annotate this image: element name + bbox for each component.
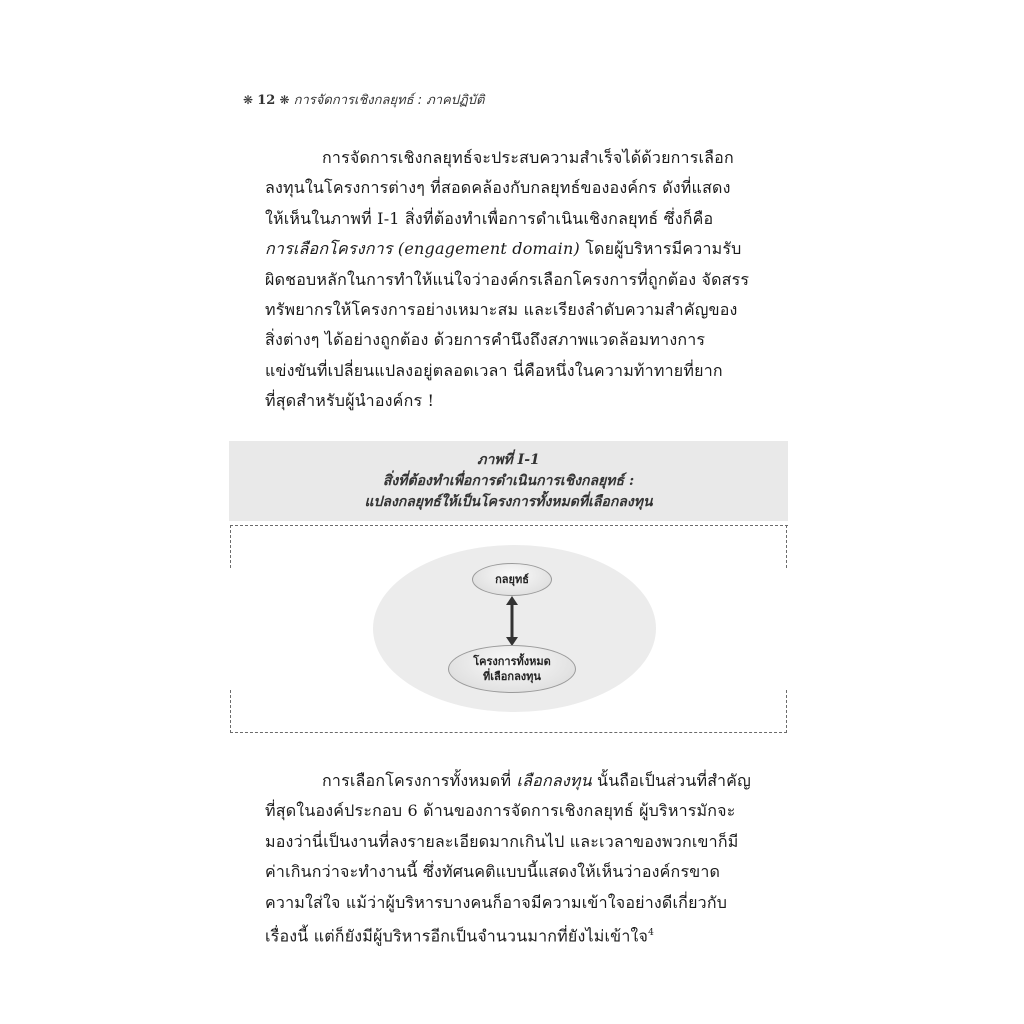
italic-term: การเลือกโครงการ (engagement domain) <box>265 239 580 259</box>
figure-number: ภาพที่ I-1 <box>477 452 540 468</box>
strategy-node <box>472 563 552 596</box>
text-line: ค่าเกินกว่าจะทำงานนี้ ซึ่งทัศนคติแบบนี้แสดงให้เห็นว่าองค์กรขาด <box>265 862 721 882</box>
italic-term: เลือกลงทุน <box>516 771 592 790</box>
text-span: โดยผู้บริหารมีความรับ <box>579 239 742 259</box>
frame-gap <box>785 570 789 690</box>
page-number: 12 <box>257 93 276 108</box>
text-line: ที่สุดสำหรับผู้นำองค์กร ! <box>265 391 435 411</box>
figure-title-line-1: สิ่งที่ต้องทำเพื่อการดำเนินการเชิงกลยุทธ์ : <box>382 473 635 489</box>
text-line: แข่งขันที่เปลี่ยนแปลงอยู่ตลอดเวลา นี่คือหนึ่งในความท้าทายที่ยาก <box>265 360 723 380</box>
text-line: ลงทุนในโครงการต่างๆ ที่สอดคล้องกับกลยุทธ์ขององค์กร ดังที่แสดง <box>265 178 731 198</box>
figure-caption <box>229 441 788 521</box>
text-line <box>265 766 753 796</box>
text-line <box>265 918 753 952</box>
text-line <box>265 234 753 264</box>
portfolio-node-label-2: ที่เลือกลงทุน <box>483 670 541 683</box>
star-ornament-icon: ❋ <box>279 93 290 107</box>
double-arrow-icon <box>501 596 523 646</box>
portfolio-node-label-1: โครงการทั้งหมด <box>473 655 551 668</box>
text-line: ความใส่ใจ แม้ว่าผู้บริหารบางคนก็อาจมีความเข้าใจอย่างดีเกี่ยวกับ <box>265 892 728 912</box>
paragraph-2 <box>265 766 753 952</box>
footnote-reference[interactable]: 4 <box>648 928 655 939</box>
text-line: ผิดชอบหลักในการทำให้แน่ใจว่าองค์กรเลือกโครงการที่ถูกต้อง จัดสรร <box>265 269 750 289</box>
text-line: มองว่านี่เป็นงานที่ลงรายละเอียดมากเกินไป และเวลาของพวกเขาก็มี <box>265 831 739 851</box>
book-title: การจัดการเชิงกลยุทธ์ : ภาคปฏิบัติ <box>293 93 485 108</box>
text-line: สิ่งต่างๆ ได้อย่างถูกต้อง ด้วยการคำนึงถึงสภาพแวดล้อมทางการ <box>265 330 706 350</box>
strategy-node-label: กลยุทธ์ <box>495 573 529 586</box>
running-header <box>243 89 484 110</box>
text-span: การเลือกโครงการทั้งหมดที่ <box>322 771 517 790</box>
figure-title-line-2: แปลงกลยุทธ์ให้เป็นโครงการทั้งหมดที่เลือกลงทุน <box>364 494 653 510</box>
text-line: ทรัพยากรให้โครงการอย่างเหมาะสม และเรียงลำดับความสำคัญของ <box>265 300 738 320</box>
frame-gap <box>228 570 232 690</box>
text-span: เรื่องนี้ แต่ก็ยังมีผู้บริหารอีกเป็นจำนวนมากที่ยังไม่เข้าใจ <box>265 926 649 946</box>
text-line: ที่สุดในองค์ประกอบ 6 ด้านของการจัดการเชิงกลยุทธ์ ผู้บริหารมักจะ <box>265 801 736 821</box>
text-span: นั้นถือเป็นส่วนที่สำคัญ <box>591 771 751 790</box>
text-line: การจัดการเชิงกลยุทธ์จะประสบความสำเร็จได้ด้วยการเลือก <box>322 148 734 167</box>
star-ornament-icon: ❋ <box>243 93 254 107</box>
paragraph-1 <box>265 143 753 417</box>
portfolio-node <box>448 645 576 693</box>
text-line: ให้เห็นในภาพที่ I-1 สิ่งที่ต้องทำเพื่อการดำเนินเชิงกลยุทธ์ ซึ่งก็คือ <box>265 208 714 228</box>
